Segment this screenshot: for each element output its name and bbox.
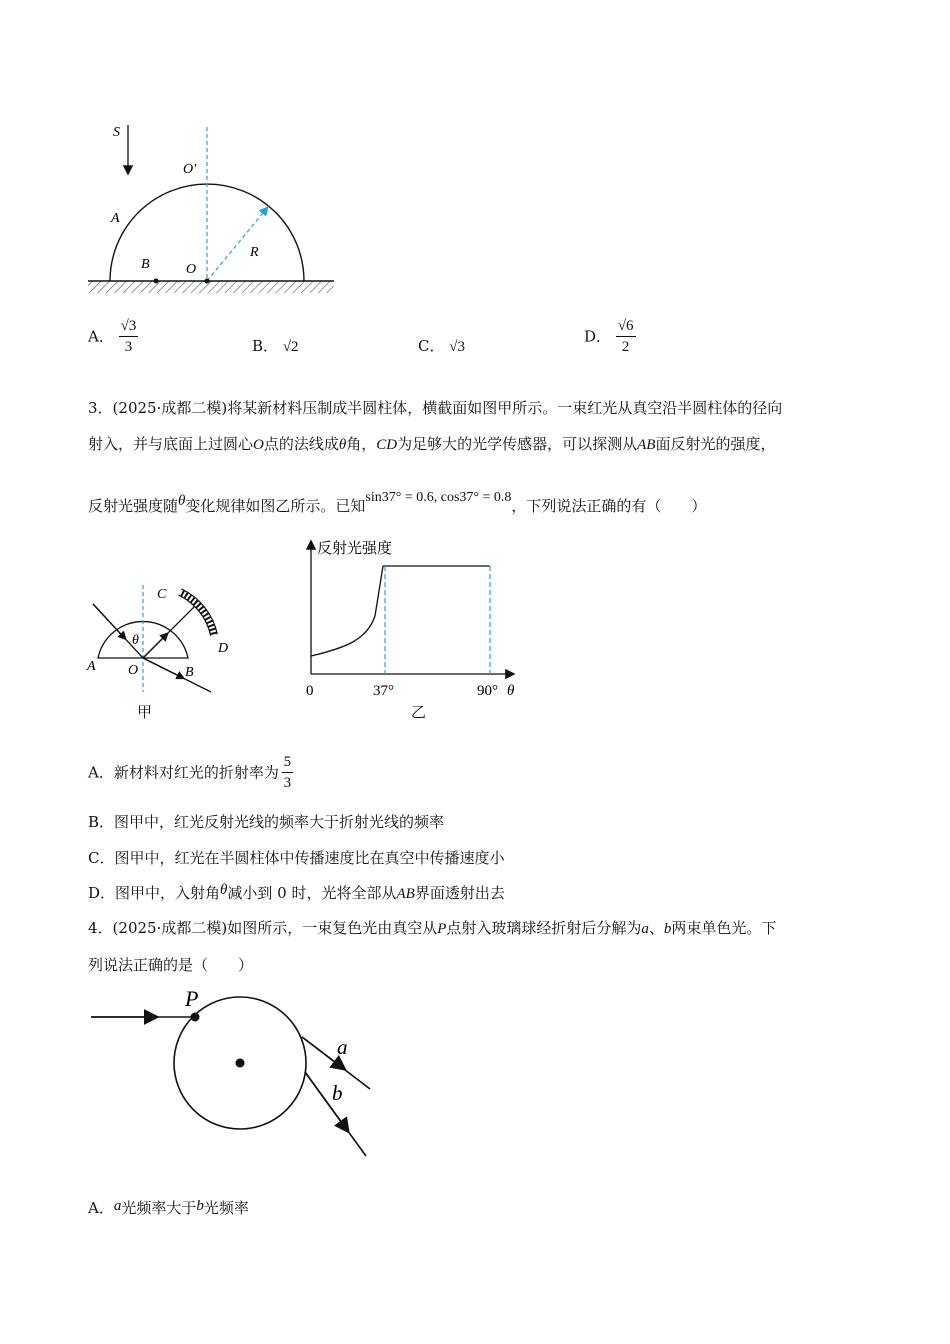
- label-d: D: [218, 641, 229, 656]
- label-theta: θ: [132, 633, 139, 648]
- q3-option-a[interactable]: [88, 752, 293, 793]
- label-o: O: [128, 663, 139, 678]
- option-value: √3: [449, 339, 465, 355]
- known-formula: sin37° = 0.6, cos37° = 0.8: [365, 490, 512, 505]
- option-value: √2: [282, 339, 299, 355]
- q3-text: 变化规律如图乙所示。已知: [185, 497, 366, 515]
- caption-jia: 甲: [137, 703, 153, 721]
- q3-option-d[interactable]: [88, 883, 505, 904]
- fraction: [282, 752, 294, 793]
- question-number: 3．: [88, 399, 113, 417]
- numerator: 5: [283, 754, 292, 770]
- q4-option-a[interactable]: [88, 1198, 249, 1219]
- y-axis-label: 反射光强度: [317, 539, 393, 557]
- figure-jia: [85, 580, 245, 725]
- q2-option-a[interactable]: [88, 316, 138, 357]
- label-p: P: [185, 986, 199, 1011]
- label-o: O: [186, 262, 197, 277]
- q3-text: 反射光强度随: [88, 497, 179, 515]
- q2-option-c[interactable]: [418, 336, 465, 357]
- option-letter: B．: [252, 337, 279, 355]
- var-a: a: [641, 921, 649, 937]
- x-axis-variable: θ: [507, 683, 515, 699]
- q4-line-2: 列说法正确的是（ ）: [88, 956, 254, 974]
- var-theta: θ: [338, 437, 347, 453]
- option-letter: D．: [584, 327, 612, 346]
- option-text: 光频率大于: [121, 1199, 197, 1217]
- q4-text: 两束单色光。下: [671, 919, 777, 937]
- option-text: A．新材料对红光的折射率为: [88, 763, 279, 782]
- semicircle-figure: [80, 115, 350, 305]
- var-ab: AB: [396, 886, 415, 902]
- q3-option-b[interactable]: B．图甲中，红光反射光线的频率大于折射光线的频率: [88, 813, 445, 831]
- q2-option-b[interactable]: [252, 336, 299, 357]
- option-text: 界面透射出去: [414, 884, 505, 902]
- var-ab: AB: [637, 437, 656, 453]
- option-text: A．: [88, 1199, 114, 1217]
- x-tick-37: 37°: [373, 683, 394, 699]
- option-text: 减小到 0 时，光将全部从: [227, 884, 397, 902]
- var-theta: θ: [178, 493, 186, 509]
- q3-line-2: [88, 434, 775, 455]
- label-o-prime: O': [183, 162, 197, 177]
- q3-text: ，下列说法正确的有（ ）: [511, 497, 707, 515]
- option-letter: C．: [418, 337, 445, 355]
- x-tick-90: 90°: [477, 683, 498, 699]
- option-text: D．图甲中，入射角: [88, 884, 221, 902]
- var-a: a: [113, 1198, 122, 1214]
- var-theta: θ: [220, 882, 228, 898]
- var-b: b: [663, 921, 672, 937]
- q4-text: 如图所示，一束复色光由真空从: [227, 919, 438, 937]
- q3-text: 点的法线成: [263, 435, 339, 453]
- caption-yi: 乙: [411, 703, 427, 721]
- q2-option-d[interactable]: [584, 316, 636, 357]
- denominator: 3: [283, 775, 292, 791]
- q3-line-1: [88, 398, 782, 418]
- q3-text: 为足够大的光学传感器，可以探测从: [397, 435, 638, 453]
- option-text: 光频率: [203, 1199, 249, 1217]
- denominator: 2: [621, 339, 630, 355]
- label-c: C: [157, 587, 167, 602]
- denominator: 3: [124, 339, 133, 355]
- q3-line-3: [88, 490, 707, 518]
- var-cd: CD: [376, 437, 398, 453]
- glass-sphere-figure: [85, 985, 385, 1165]
- var-p: P: [437, 921, 447, 937]
- q4-text: 点射入玻璃球经折射后分解为: [446, 919, 642, 937]
- q3-option-c[interactable]: C．图甲中，红光在半圆柱体中传播速度比在真空中传播速度小: [88, 849, 505, 867]
- q3-text: 角，: [346, 435, 377, 453]
- figure-yi: [295, 534, 535, 724]
- question-source: (2025·成都二模): [112, 919, 228, 937]
- label-a: A: [87, 659, 96, 674]
- label-s: S: [113, 125, 120, 140]
- label-b: b: [332, 1081, 343, 1105]
- label-b: B: [185, 665, 194, 680]
- var-b: b: [196, 1198, 204, 1214]
- q3-text: 射入，并与底面上过圆心: [88, 435, 254, 453]
- label-a: a: [337, 1035, 348, 1059]
- q3-text: 将某新材料压制成半圆柱体，横截面如图甲所示。一束红光从真空沿半圆柱体的径向: [227, 399, 783, 417]
- q4-line-1: [88, 918, 776, 939]
- numerator: √6: [616, 316, 636, 337]
- question-number: 4．: [88, 919, 113, 937]
- numerator: √3: [119, 316, 139, 337]
- q4-text: 、: [648, 919, 664, 937]
- option-letter: A．: [88, 327, 114, 346]
- label-a: A: [111, 211, 120, 226]
- x-origin-label: 0: [306, 683, 314, 699]
- label-b: B: [141, 257, 150, 272]
- fraction: [119, 316, 139, 357]
- question-source: (2025·成都二模): [112, 399, 228, 417]
- var-o: O: [253, 437, 264, 453]
- fraction: [616, 316, 636, 357]
- label-r: R: [250, 245, 259, 260]
- q3-text: 面反射光的强度，: [655, 435, 776, 453]
